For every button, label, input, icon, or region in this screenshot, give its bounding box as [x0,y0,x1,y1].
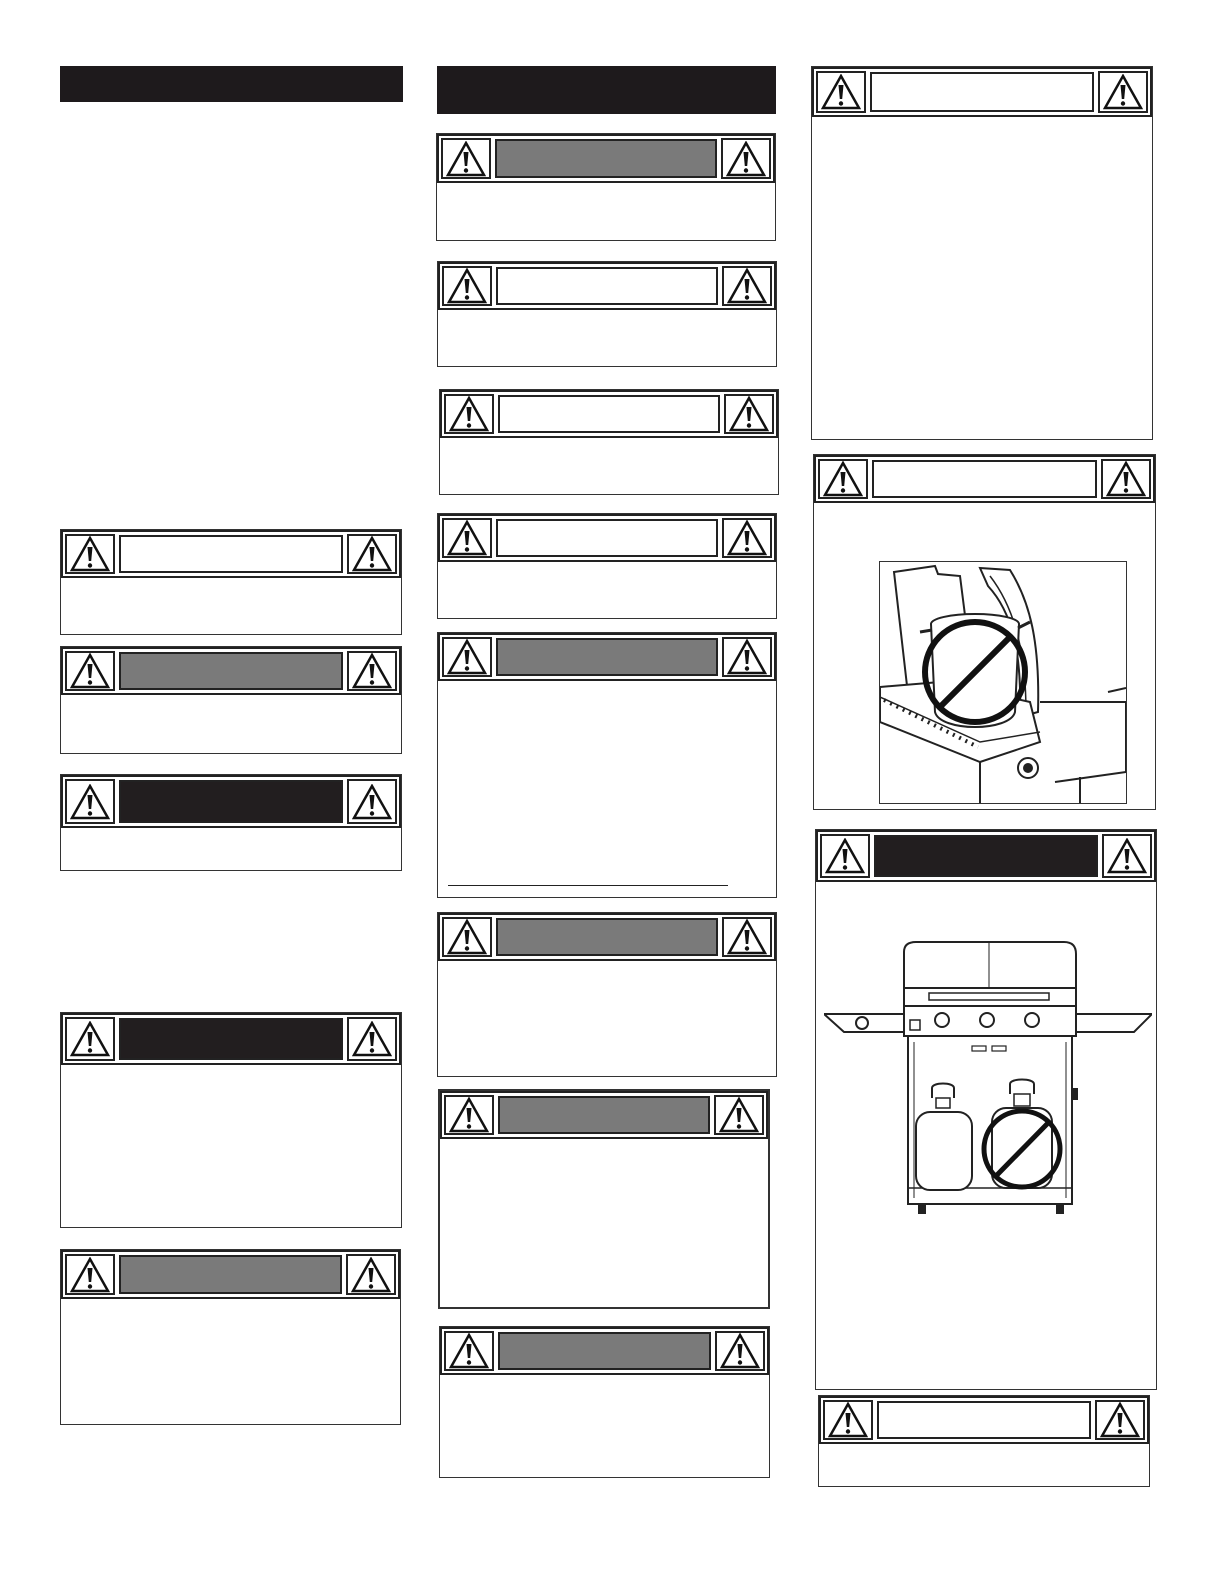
warning-triangle-icon [444,1095,494,1135]
warning-label [870,72,1094,112]
grill-drawing [824,938,1152,1223]
warning-header [438,262,776,310]
warning-triangle-icon [1095,1400,1145,1440]
warning-label [496,638,718,676]
warning-header [440,390,778,438]
warning-box [60,774,402,871]
warning-header [438,633,776,681]
warning-box [437,912,777,1077]
warning-box [437,513,777,619]
warning-label [495,139,717,178]
signature-line [448,885,728,886]
warning-triangle-icon [442,266,492,306]
warning-label [498,1096,710,1134]
warning-box [437,261,777,367]
warning-triangle-icon [442,518,492,558]
warning-header [61,1013,401,1065]
side-burner-pot-illustration [879,561,1127,804]
warning-triangle-icon [347,1017,397,1061]
warning-triangle-icon [724,394,774,434]
warning-header [61,775,401,828]
left-column-header-bar [60,66,403,102]
warning-box [439,389,779,495]
warning-box [60,529,402,635]
warning-triangle-icon [65,534,115,574]
warning-triangle-icon [823,1400,873,1440]
warning-label [872,460,1097,498]
warning-box [811,66,1153,440]
warning-label [877,1401,1091,1439]
warning-triangle-icon [816,71,866,113]
warning-label [119,652,343,690]
warning-label [496,918,718,956]
warning-header [819,1396,1149,1444]
warning-header [816,830,1156,882]
warning-label [498,1332,711,1370]
warning-header [440,1327,769,1375]
warning-label [119,535,343,573]
warning-triangle-icon [722,518,772,558]
warning-label [119,1018,343,1060]
warning-triangle-icon [722,266,772,306]
warning-triangle-icon [1102,834,1152,878]
warning-label [496,519,718,557]
warning-header [440,1091,768,1139]
warning-triangle-icon [818,459,868,499]
warning-box [436,133,776,241]
warning-box [437,632,777,898]
warning-triangle-icon [347,779,397,824]
grill-spare-tank-illustration [824,938,1152,1223]
warning-label [119,780,343,823]
warning-triangle-icon [441,138,491,179]
warning-triangle-icon [347,534,397,574]
warning-box [438,1089,770,1309]
warning-box-with-figure [815,829,1157,1390]
warning-triangle-icon [65,779,115,824]
warning-label [119,1255,342,1294]
warning-header [438,514,776,562]
warning-triangle-icon [715,1331,765,1371]
side-burner-drawing [880,562,1126,803]
warning-header [61,1250,400,1299]
warning-triangle-icon [444,1331,494,1371]
warning-header [437,134,775,183]
warning-box [439,1326,770,1478]
warning-box [60,1249,401,1425]
warning-triangle-icon [442,637,492,677]
warning-triangle-icon [346,1254,396,1295]
warning-triangle-icon [65,1254,115,1295]
warning-label [498,395,720,433]
warning-header [61,530,401,578]
warning-triangle-icon [65,1017,115,1061]
warning-triangle-icon [1101,459,1151,499]
warning-box [818,1395,1150,1487]
warning-header [812,67,1152,117]
warning-box [60,646,402,754]
warning-box [60,1012,402,1228]
warning-triangle-icon [820,834,870,878]
warning-header [61,647,401,695]
warning-triangle-icon [721,138,771,179]
warning-triangle-icon [444,394,494,434]
warning-triangle-icon [65,651,115,691]
warning-label [496,267,718,305]
warning-triangle-icon [442,917,492,957]
warning-triangle-icon [722,637,772,677]
warning-triangle-icon [347,651,397,691]
warning-label [874,835,1098,877]
warning-header [438,913,776,961]
warning-triangle-icon [722,917,772,957]
warning-triangle-icon [714,1095,764,1135]
warning-header [814,455,1155,503]
warning-box-with-figure [813,454,1156,810]
middle-column-header-bar [437,66,776,114]
warning-triangle-icon [1098,71,1148,113]
